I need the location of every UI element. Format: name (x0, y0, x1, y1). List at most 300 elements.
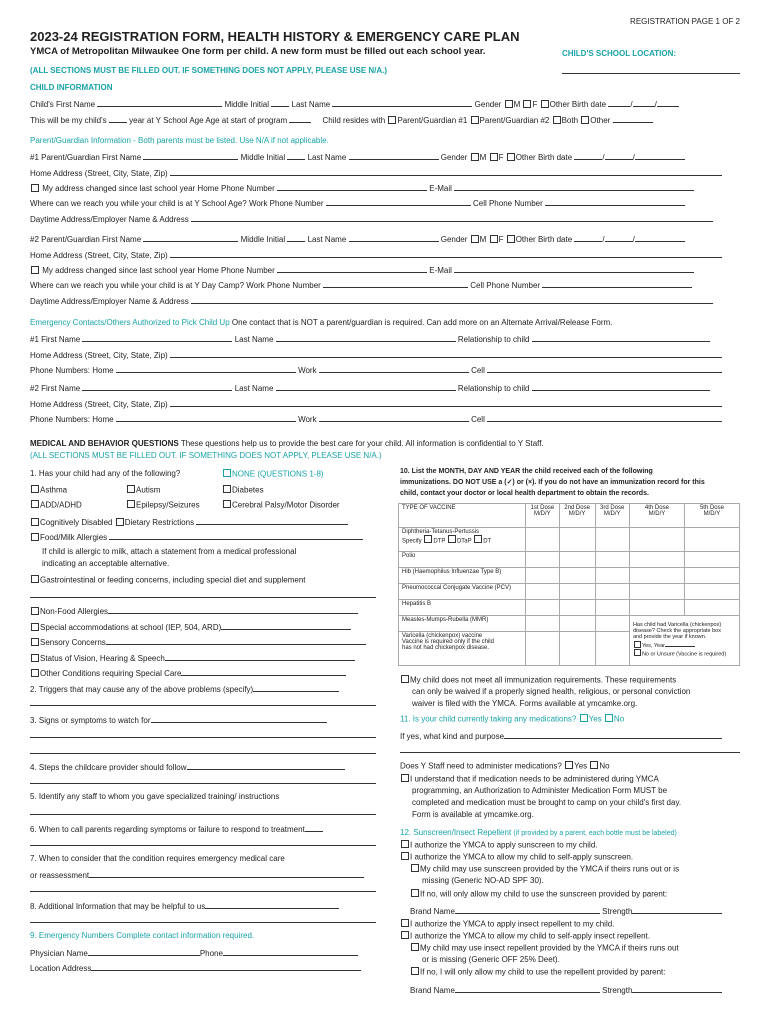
q4-row (30, 761, 345, 772)
epilepsy-checkbox[interactable] (127, 500, 135, 508)
understand-line-1: I understand that if medication needs to be administered during YMCA (410, 774, 659, 784)
vax-cell[interactable] (559, 600, 595, 616)
parent1-address-changed-checkbox[interactable] (31, 184, 39, 192)
parent1-gender-f-label: F (498, 153, 504, 162)
parent1-name-row (30, 151, 685, 162)
only-sun-checkbox[interactable] (411, 889, 419, 897)
contact1-first-name-label: #1 First Name (30, 335, 81, 344)
q1-label: 1. Has your child had any of the following? (30, 469, 181, 478)
contact1-last-name-field[interactable] (276, 333, 456, 342)
parent1-middle-initial-field[interactable] (287, 151, 305, 160)
resides-other-label: Other (590, 116, 611, 125)
vax-cell[interactable] (595, 616, 629, 632)
dose5-label: 5th Dose (699, 505, 724, 511)
self-rep-checkbox[interactable] (401, 931, 409, 939)
gender-m-label: M (513, 100, 521, 109)
resides-other-field[interactable] (613, 114, 653, 123)
parent1-birth-year-field[interactable] (632, 151, 685, 162)
phone-field[interactable] (223, 947, 358, 956)
child-first-name-label: Child's First Name (30, 100, 96, 109)
staff-need-yes-label: Yes (574, 761, 588, 771)
vax-cell[interactable] (629, 584, 684, 600)
child-last-name-field[interactable] (332, 98, 472, 107)
q3-field-2[interactable] (30, 737, 376, 738)
dtp-checkbox[interactable] (424, 535, 432, 543)
gender-m-checkbox[interactable] (505, 100, 513, 108)
q2-field-2[interactable] (30, 705, 376, 706)
q4-field[interactable] (187, 761, 345, 770)
q11-yes-checkbox[interactable] (580, 714, 588, 722)
vax-cell[interactable] (629, 600, 684, 616)
vax-cell[interactable] (684, 600, 739, 616)
physician-row (30, 947, 358, 958)
contact2-address-row (30, 398, 722, 409)
physician-field[interactable] (88, 947, 200, 956)
parent2-daytime-field[interactable] (191, 295, 713, 304)
parent2-cell-field[interactable] (542, 279, 692, 288)
parent1-email-label: E-Mail (429, 184, 452, 193)
dose3-label: 3rd Dose (600, 505, 625, 511)
milk-note-1: If child is allergic to milk, attach a statement from a medical professional (42, 547, 297, 556)
contact2-first-name-field[interactable] (82, 382, 232, 391)
q10-line-1: 10. List the MONTH, DAY AND YEAR the child received each of the following (400, 468, 653, 475)
parent2-first-name-field[interactable] (143, 233, 238, 242)
mmr-label: Measles-Mumps-Rubella (MMR) (399, 616, 526, 632)
vax-cell[interactable] (595, 632, 629, 666)
cognitively-row (30, 516, 348, 527)
age-start-label: Age at start of program (205, 116, 288, 125)
dtap-opt: DTaP (456, 538, 472, 545)
varicella-cell (399, 632, 526, 666)
dietary-field[interactable] (196, 516, 348, 525)
rep-strength-field[interactable] (632, 984, 722, 993)
gastro-field[interactable] (30, 597, 376, 598)
vax-type-header: TYPE OF VACCINE (399, 504, 526, 528)
none-checkbox[interactable] (223, 469, 231, 477)
contact1-work-label: Work (298, 366, 317, 375)
q12-row (400, 828, 677, 838)
contact1-first-name-field[interactable] (82, 333, 232, 342)
q3-field-3[interactable] (30, 753, 376, 754)
parent2-email-label: E-Mail (429, 266, 452, 275)
rep-strength-label: Strength (602, 986, 633, 995)
q7b-label: or reassessment (30, 871, 90, 880)
contact2-cell-label: Cell (471, 415, 485, 424)
q7-row (30, 869, 364, 880)
contact2-relationship-field[interactable] (532, 382, 710, 391)
vax-row-mmr (399, 616, 740, 632)
rep-brand-row (410, 984, 722, 995)
parent1-phone-row (30, 182, 694, 193)
q11-label: 11. Is your child currently taking any medications? (400, 714, 577, 724)
vax-cell[interactable] (595, 568, 629, 584)
self-sun-checkbox[interactable] (401, 852, 409, 860)
apply-sun-checkbox[interactable] (401, 840, 409, 848)
parent1-birth-day-field[interactable] (605, 151, 633, 160)
parent-info-heading: Parent/Guardian Information - Both parents must be listed. Use N/A if not applicable. (30, 136, 329, 145)
emergency-heading: Emergency Contacts/Others Authorized to Pick Child Up (30, 318, 230, 327)
parent1-reach-row (30, 197, 685, 208)
location-field[interactable] (91, 962, 361, 971)
add-checkbox[interactable] (31, 500, 39, 508)
contact2-home-field[interactable] (116, 413, 296, 422)
apply-rep-label: I authorize the YMCA to apply insect repellent to my child. (410, 919, 615, 929)
staff-need-no-checkbox[interactable] (590, 761, 598, 769)
understand-checkbox[interactable] (401, 774, 409, 782)
if-yes-field[interactable] (504, 730, 722, 739)
q3-field[interactable] (151, 714, 327, 723)
staff-need-yes-checkbox[interactable] (565, 761, 573, 769)
parent2-home-phone-field[interactable] (277, 264, 427, 273)
dose2-label: 2nd Dose (564, 505, 590, 511)
pcv-label: Pneumococcal Conjugate Vaccine (PCV) (399, 584, 526, 600)
contact1-cell-field[interactable] (487, 364, 722, 373)
parent2-birth-month-field[interactable] (574, 233, 605, 244)
ymca-rep-line-1: My child may use insect repellent provided by the YMCA if theirs runs out (420, 943, 679, 953)
apply-rep-checkbox[interactable] (401, 919, 409, 927)
parent2-middle-initial-field[interactable] (287, 233, 305, 242)
self-sun-row (400, 852, 633, 862)
nonfood-label: Non-Food Allergies (40, 607, 109, 616)
hepb-label: Hepatitis B (399, 600, 526, 616)
contact2-work-label: Work (298, 415, 317, 424)
special-checkbox[interactable] (31, 623, 39, 631)
vax-cell[interactable] (526, 528, 560, 552)
nonfood-field[interactable] (108, 605, 358, 614)
sun-strength-field[interactable] (632, 905, 722, 914)
location-label: Location Address (30, 964, 92, 973)
other-cond-label: Other Conditions requiring Special Care (40, 669, 182, 678)
vax-cell[interactable] (595, 600, 629, 616)
child-year-row (30, 114, 653, 125)
q5-field[interactable] (30, 814, 376, 815)
understand-row (400, 774, 659, 784)
ymca-rep-line-2: or is missing (Generic OFF 25% Deet). (422, 955, 560, 964)
asthma-option (30, 485, 67, 495)
parent1-gender-other-checkbox[interactable] (507, 153, 515, 161)
parent2-last-name-label: Last Name (307, 235, 347, 244)
parent1-birth-month-field[interactable] (574, 151, 605, 162)
parent1-daytime-field[interactable] (191, 213, 713, 222)
gender-other-checkbox[interactable] (541, 100, 549, 108)
q8-row (30, 900, 339, 911)
contact2-address-label: Home Address (Street, City, State, Zip) (30, 400, 168, 409)
parent2-birth-day-field[interactable] (605, 233, 633, 242)
contact1-last-name-label: Last Name (234, 335, 274, 344)
q7-field-2[interactable] (30, 891, 376, 892)
parent1-home-phone-field[interactable] (277, 182, 427, 191)
age-start-field[interactable] (289, 114, 311, 123)
vision-checkbox[interactable] (31, 654, 39, 662)
vax-cell[interactable] (526, 616, 560, 632)
physician-label: Physician Name (30, 949, 88, 958)
page-title: 2023-24 REGISTRATION FORM, HEALTH HISTORY & EMERGENCY CARE PLAN (30, 29, 520, 44)
autism-label: Autism (136, 485, 161, 495)
birth-month-field[interactable] (608, 98, 633, 109)
q4-label: 4. Steps the childcare provider should follow (30, 763, 187, 772)
ymca-rep-checkbox[interactable] (411, 943, 419, 951)
parent1-changed-label: My address changed since last school year Home Phone Number (42, 184, 275, 193)
q11-no-checkbox[interactable] (605, 714, 613, 722)
vax-cell[interactable] (629, 568, 684, 584)
vax-cell[interactable] (629, 528, 684, 552)
parent1-email-field[interactable] (454, 182, 694, 191)
child-last-name-label: Last Name (291, 100, 331, 109)
other-cond-field[interactable] (181, 667, 346, 676)
other-cond-row (30, 667, 346, 678)
add-option (30, 500, 82, 510)
parent2-cell-label: Cell Phone Number (470, 281, 541, 290)
autism-checkbox[interactable] (127, 485, 135, 493)
q6-label: 6. When to call parents regarding symptoms or failure to respond to treatment (30, 825, 305, 834)
dt-opt: DT (483, 538, 492, 545)
vax-cell[interactable] (559, 568, 595, 584)
resides-pg2-label: Parent/Guardian #2 (479, 116, 550, 125)
q7-field[interactable] (89, 869, 364, 878)
dtp-specify: Specify (402, 538, 422, 545)
rep-brand-field[interactable] (455, 984, 600, 993)
understand-line-2: programming, an Authorization to Administer Medication Form MUST be (412, 786, 668, 795)
sun-brand-field[interactable] (455, 905, 600, 914)
birth-year-field[interactable] (654, 98, 679, 109)
parent2-gender-f-label: F (498, 235, 504, 244)
parent2-gender-other-label: Other (515, 235, 536, 244)
q6-field-2[interactable] (30, 845, 376, 846)
dose5-format: M/D/Y (703, 511, 721, 517)
resides-both-checkbox[interactable] (553, 116, 561, 124)
parent2-address-label: Home Address (Street, City, State, Zip) (30, 251, 168, 260)
birth-day-field[interactable] (633, 98, 655, 107)
contact1-cell-label: Cell (471, 366, 485, 375)
parent2-gender-f-checkbox[interactable] (490, 235, 498, 243)
vax-cell[interactable] (595, 552, 629, 568)
slash: / (630, 100, 633, 109)
had-line-3: and provide the year if known. (632, 634, 707, 640)
cerebral-checkbox[interactable] (223, 500, 231, 508)
sensory-field[interactable] (106, 636, 366, 645)
understand-line-4: Form is available at ymcamke.org. (412, 810, 534, 819)
dose1-label: 1st Dose (530, 505, 555, 511)
had-line-2: disease? Check the appropriate box (632, 628, 721, 634)
parent2-address-field[interactable] (170, 249, 722, 258)
sun-brand-row (410, 905, 722, 916)
vax-cell[interactable] (684, 584, 739, 600)
resides-both-label: Both (561, 116, 579, 125)
had-no-checkbox[interactable] (634, 649, 641, 656)
contact1-name-row (30, 333, 710, 344)
phone-label: Phone (199, 949, 223, 958)
contact1-work-field[interactable] (319, 364, 469, 373)
gastro-checkbox[interactable] (31, 575, 39, 583)
contact2-last-name-field[interactable] (276, 382, 456, 391)
contact2-cell-field[interactable] (487, 413, 722, 422)
sensory-checkbox[interactable] (31, 638, 39, 646)
parent2-gender-m-checkbox[interactable] (471, 235, 479, 243)
ymca-sun-checkbox[interactable] (411, 864, 419, 872)
other-cond-checkbox[interactable] (31, 669, 39, 677)
dose5-header (684, 504, 739, 528)
vax-row-dtp (399, 528, 740, 552)
special-field[interactable] (221, 621, 351, 630)
contact1-home-field[interactable] (116, 364, 296, 373)
vax-header-row (399, 504, 740, 528)
parent1-gender-other-label: Other (515, 153, 536, 162)
had-yes-checkbox[interactable] (634, 641, 641, 648)
diabetes-checkbox[interactable] (223, 485, 231, 493)
parent2-first-name-label: #2 Parent/Guardian First Name (30, 235, 142, 244)
self-sun-label: I authorize the YMCA to allow my child to self-apply sunscreen. (410, 852, 634, 862)
gender-f-label: F (532, 100, 538, 109)
parent1-address-label: Home Address (Street, City, State, Zip) (30, 169, 168, 178)
q5-label: 5. Identify any staff to whom you gave specialized training/ instructions (30, 792, 280, 801)
dietary-checkbox[interactable] (116, 518, 124, 526)
year-field[interactable] (109, 114, 127, 123)
sun-brand-label: Brand Name (410, 907, 455, 916)
food-checkbox[interactable] (31, 533, 39, 541)
vax-cell[interactable] (595, 528, 629, 552)
vax-row-hib (399, 568, 740, 584)
dtp-cell (399, 528, 526, 552)
contact2-address-field[interactable] (170, 398, 722, 407)
child-first-name-field[interactable] (97, 98, 222, 107)
vax-cell[interactable] (559, 552, 595, 568)
cognitively-checkbox[interactable] (31, 518, 39, 526)
dose3-format: M/D/Y (603, 511, 621, 517)
q2-field[interactable] (253, 683, 339, 692)
q6-field[interactable] (305, 823, 323, 832)
parent1-middle-initial-label: Middle Initial (240, 153, 286, 162)
parent2-reach-row (30, 279, 692, 290)
child-middle-initial-field[interactable] (271, 98, 289, 107)
contact1-relationship-field[interactable] (532, 333, 710, 342)
vax-cell[interactable] (526, 584, 560, 600)
dt-checkbox[interactable] (474, 535, 482, 543)
vax-cell[interactable] (526, 632, 560, 666)
not-met-checkbox[interactable] (401, 675, 409, 683)
parent1-work-phone-field[interactable] (326, 197, 471, 206)
vax-cell[interactable] (684, 568, 739, 584)
contact1-address-row (30, 349, 722, 360)
contact1-phone-row (30, 364, 722, 375)
vision-field[interactable] (165, 652, 355, 661)
q11-row (400, 714, 624, 724)
if-yes-row (400, 730, 722, 741)
gender-other-label: Other (549, 100, 570, 109)
parent2-birth-year-field[interactable] (632, 233, 685, 244)
vax-cell[interactable] (629, 552, 684, 568)
contact1-relationship-label: Relationship to child (457, 335, 530, 344)
contact2-first-name-label: #2 First Name (30, 384, 81, 393)
gender-f-checkbox[interactable] (523, 100, 531, 108)
parent1-last-name-field[interactable] (349, 151, 439, 160)
food-field[interactable] (109, 531, 363, 540)
parent2-email-field[interactable] (454, 264, 694, 273)
vax-cell[interactable] (559, 632, 595, 666)
rep-brand-label: Brand Name (410, 986, 455, 995)
if-yes-field-2[interactable] (400, 752, 740, 753)
vax-cell[interactable] (526, 568, 560, 584)
slash: / (632, 153, 635, 162)
q8-field-2[interactable] (30, 922, 376, 923)
parent1-first-name-field[interactable] (143, 151, 238, 160)
parent1-address-field[interactable] (170, 167, 722, 176)
vax-cell[interactable] (595, 584, 629, 600)
understand-line-3: completed and medication must be brought to camp on your child's first day. (412, 798, 682, 807)
var-line-3: has not had chickenpox disease. (402, 645, 490, 651)
parent2-gender-other-checkbox[interactable] (507, 235, 515, 243)
vax-cell[interactable] (526, 552, 560, 568)
q3-row (30, 714, 327, 725)
resides-pg2-checkbox[interactable] (471, 116, 479, 124)
only-rep-checkbox[interactable] (411, 967, 419, 975)
q9-rest: Complete contact information required. (116, 931, 255, 940)
q4-field-2[interactable] (30, 783, 376, 784)
contact1-address-field[interactable] (170, 349, 722, 358)
parent1-daytime-row (30, 213, 713, 224)
parent1-gender-m-checkbox[interactable] (471, 153, 479, 161)
parent1-gender-f-checkbox[interactable] (490, 153, 498, 161)
vax-row-hepb (399, 600, 740, 616)
contact2-name-row (30, 382, 710, 393)
vax-cell[interactable] (526, 600, 560, 616)
q11-no-label: No (613, 714, 625, 724)
none-option (222, 469, 324, 479)
school-location-field[interactable] (562, 73, 740, 74)
staff-need-row (400, 761, 610, 771)
parent2-work-phone-field[interactable] (323, 279, 468, 288)
resides-pg1-checkbox[interactable] (388, 116, 396, 124)
parent2-gender-m-label: M (479, 235, 487, 244)
contact2-work-field[interactable] (319, 413, 469, 422)
vax-cell[interactable] (684, 552, 739, 568)
vax-cell[interactable] (684, 528, 739, 552)
q3-label: 3. Signs or symptoms to watch for (30, 716, 151, 725)
had-year-field[interactable] (665, 640, 695, 647)
birth-date-label: Birth date (571, 100, 607, 109)
ymca-sun-row (410, 864, 679, 874)
vax-cell[interactable] (559, 616, 595, 632)
q8-label: 8. Additional Information that may be helpful to us (30, 902, 206, 911)
parent2-last-name-field[interactable] (349, 233, 439, 242)
dose3-header (595, 504, 629, 528)
vax-cell[interactable] (559, 584, 595, 600)
resides-other-checkbox[interactable] (581, 116, 589, 124)
parent1-gender-label: Gender (440, 153, 468, 162)
cognitively-label: Cognitively Disabled (40, 518, 113, 527)
nonfood-checkbox[interactable] (31, 607, 39, 615)
ymca-sun-line-1: My child may use sunscreen provided by the YMCA if theirs runs out or is (420, 864, 680, 874)
none-label: NONE (QUESTIONS 1-8) (232, 469, 324, 479)
dose2-format: M/D/Y (568, 511, 586, 517)
parent1-cell-field[interactable] (545, 197, 685, 206)
parent2-address-changed-checkbox[interactable] (31, 266, 39, 274)
dtp-opt: DTP (433, 538, 446, 545)
contact2-phone-row (30, 413, 722, 424)
dtap-checkbox[interactable] (448, 535, 456, 543)
contact2-last-name-label: Last Name (234, 384, 274, 393)
asthma-checkbox[interactable] (31, 485, 39, 493)
had-yes-label: Yes, Year (641, 643, 665, 649)
contact2-relationship-label: Relationship to child (457, 384, 530, 393)
gastro-label: Gastrointestinal or feeding concerns, including special diet and supplement (40, 575, 306, 585)
vax-cell[interactable] (559, 528, 595, 552)
parent1-birth-date-label: Birth date (537, 153, 573, 162)
epilepsy-option (126, 500, 200, 510)
only-rep-label: If no, I will only allow my child to use the repellent provided by parent: (420, 967, 666, 977)
parent1-daytime-label: Daytime Address/Employer Name & Address (30, 215, 189, 224)
q8-field[interactable] (205, 900, 339, 909)
nonfood-row (30, 605, 358, 616)
